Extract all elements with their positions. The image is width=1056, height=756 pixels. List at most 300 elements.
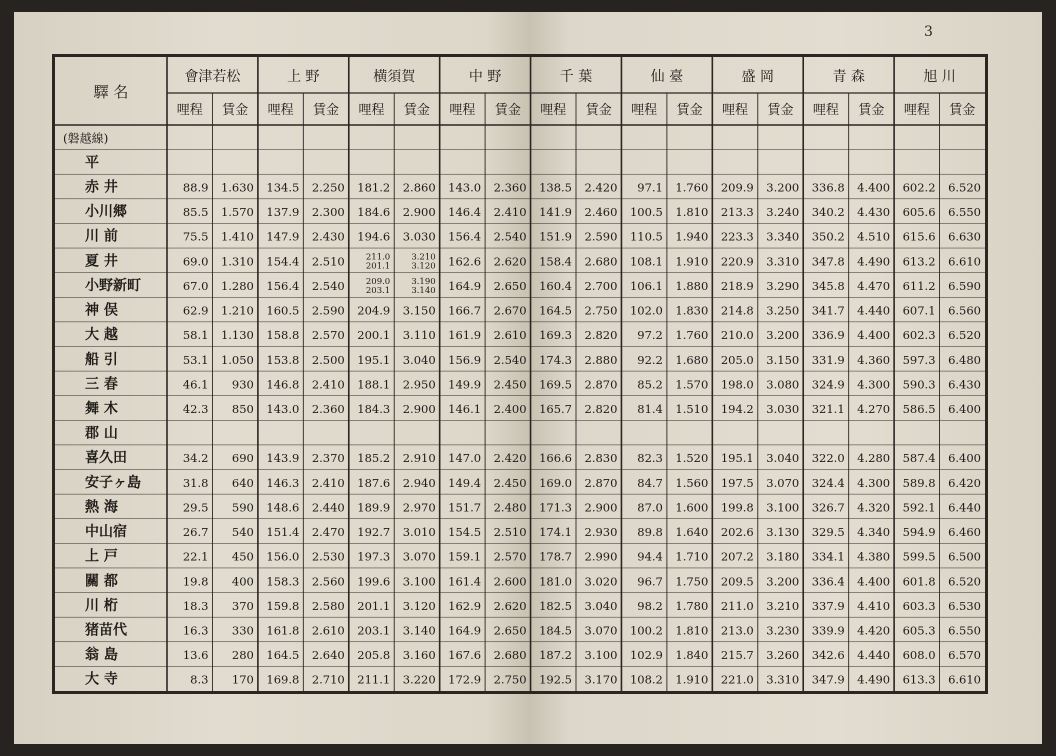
cell-value: 1.510 [675,402,709,416]
cell-value: 1.810 [675,205,709,220]
cell-value: 1.810 [675,623,709,638]
cell-value: 6.400 [948,402,981,416]
cell-value: 4.400 [857,180,891,195]
cell-value: 1.050 [220,352,254,367]
cell-value: 204.9 [357,303,391,318]
cell-value: 143.0 [448,180,482,195]
cell-value: 326.7 [811,500,845,515]
cell-value: 6.520 [948,574,981,589]
station-name: 翁 島 [85,647,118,664]
cell-value: 220.9 [720,254,754,269]
cell-value: 324.4 [811,475,845,490]
cell-value: 1.680 [675,352,709,367]
cell-value: 199.8 [720,500,754,515]
cell-value: 160.4 [539,278,572,293]
cell-value: 182.5 [539,598,572,613]
cell-value: 2.680 [493,648,527,663]
cell-value: 930 [231,377,254,392]
cell-value: 6.520 [948,180,981,195]
cell-value: 3.100 [584,648,618,663]
cell-value: 203.1 [365,285,391,296]
cell-value: 199.6 [357,574,391,589]
cell-value: 6.560 [948,303,981,318]
cell-value: 3.040 [766,451,800,466]
cell-value: 1.750 [675,574,709,589]
station-name: 大 越 [85,327,118,344]
cell-value: 850 [231,402,254,416]
station-name: 喜久田 [85,450,127,467]
cell-value: 4.300 [857,475,891,490]
cell-value: 2.300 [311,205,345,220]
cell-value: 608.0 [902,648,936,663]
cell-value: 156.9 [448,352,482,367]
cell-value: 2.870 [584,475,618,490]
cell-value: 69.0 [182,254,209,269]
cell-value: 6.430 [948,377,981,392]
distance-subheader: 哩程 [903,103,930,118]
cell-value: 2.590 [311,303,345,318]
cell-value: 2.670 [493,303,527,318]
cell-value: 1.630 [220,180,254,195]
cell-value: 2.540 [493,352,527,367]
fare-subheader: 賃金 [494,103,521,118]
cell-value: 2.620 [493,254,527,269]
cell-value: 4.440 [857,648,891,663]
cell-value: 197.3 [357,549,391,564]
cell-value: 147.0 [448,451,482,466]
cell-value: 211.1 [357,672,391,687]
station-name: 川 前 [85,228,118,245]
cell-value: 2.570 [311,328,345,343]
cell-value: 185.2 [357,451,391,466]
cell-value: 210.0 [720,328,754,343]
cell-value: 207.2 [720,549,754,564]
section-label: (磐越線) [63,131,109,146]
cell-value: 2.580 [311,598,345,613]
cell-value: 146.4 [448,205,482,220]
cell-value: 337.9 [811,598,845,613]
cell-value: 158.4 [539,254,572,269]
cell-value: 3.130 [766,525,800,540]
cell-value: 370 [231,598,254,613]
cell-value: 92.2 [637,352,663,367]
cell-value: 4.280 [857,451,891,466]
cell-value: 197.5 [720,475,754,490]
cell-value: 141.9 [539,205,572,220]
cell-value: 2.830 [584,451,618,466]
cell-value: 589.8 [902,475,936,490]
cell-value: 13.6 [182,648,209,663]
cell-value: 1.940 [675,229,709,244]
cell-value: 3.140 [402,623,436,638]
cell-value: 331.9 [811,352,845,367]
station-name: 小川郷 [85,204,127,221]
cell-value: 2.460 [584,205,618,220]
cell-value: 336.9 [811,328,845,343]
cell-value: 1.310 [220,254,254,269]
cell-value: 640 [231,475,254,490]
cell-value: 6.460 [948,525,981,540]
cell-value: 336.4 [811,574,845,589]
cell-value: 187.6 [357,475,391,490]
cell-value: 3.100 [402,574,436,589]
cell-value: 194.6 [357,229,391,244]
cell-value: 2.700 [584,278,618,293]
cell-value: 602.3 [902,328,936,343]
cell-value: 100.2 [629,623,663,638]
cell-value: 215.7 [720,648,754,663]
cell-value: 164.5 [539,303,572,318]
cell-value: 2.950 [402,377,436,392]
cell-value: 6.400 [948,451,981,466]
cell-value: 2.530 [311,549,345,564]
cell-value: 108.1 [629,254,663,269]
cell-value: 540 [231,525,254,540]
cell-value: 211.0 [720,598,754,613]
cell-value: 87.0 [637,500,663,515]
destination-header: 上 野 [287,69,320,85]
cell-value: 345.8 [811,278,845,293]
cell-value: 2.590 [584,229,618,244]
cell-value: 166.6 [539,451,572,466]
destination-header: 青 森 [832,69,865,85]
station-name: 大 寺 [85,671,118,688]
cell-value: 184.3 [357,402,391,416]
station-name: 猪苗代 [85,622,127,639]
cell-value: 97.1 [637,180,663,195]
cell-value: 2.480 [493,500,527,515]
station-name: 安子ヶ島 [85,474,141,491]
cell-value: 1.710 [675,549,709,564]
cell-value: 187.2 [539,648,572,663]
cell-value: 221.0 [720,672,754,687]
cell-value: 3.210 [766,598,800,613]
fare-subheader: 賃金 [676,103,703,118]
cell-value: 164.9 [448,278,482,293]
cell-value: 2.450 [493,377,527,392]
fare-subheader: 賃金 [585,103,612,118]
cell-value: 198.0 [720,377,754,392]
cell-value: 2.970 [402,500,436,515]
cell-value: 603.3 [902,598,936,613]
cell-value: 138.5 [539,180,572,195]
cell-value: 6.610 [948,672,981,687]
cell-value: 34.2 [182,451,209,466]
cell-value: 321.1 [811,402,845,416]
station-name: 三 春 [85,376,118,393]
cell-value: 6.630 [948,229,981,244]
cell-value: 209.0 [365,276,391,287]
cell-value: 4.360 [857,352,891,367]
cell-value: 2.620 [493,598,527,613]
cell-value: 607.1 [902,303,936,318]
cell-value: 188.1 [357,377,391,392]
cell-value: 3.120 [402,598,436,613]
cell-value: 6.610 [948,254,981,269]
cell-value: 2.610 [311,623,345,638]
cell-value: 29.5 [182,500,209,515]
destination-header: 盛 岡 [741,69,775,85]
cell-value: 159.1 [448,549,482,564]
cell-value: 2.430 [311,229,345,244]
cell-value: 2.900 [402,205,436,220]
cell-value: 195.1 [357,352,391,367]
cell-value: 6.520 [948,328,981,343]
cell-value: 89.8 [637,525,663,540]
fare-table [52,54,988,694]
cell-value: 184.5 [539,623,572,638]
cell-value: 42.3 [182,402,209,416]
station-name: 上 戸 [85,548,118,565]
station-header: 驛 名 [93,83,129,101]
cell-value: 147.9 [266,229,300,244]
cell-value: 2.500 [311,352,345,367]
cell-value: 1.760 [675,328,709,343]
cell-value: 4.320 [857,500,891,515]
cell-value: 4.410 [857,598,891,613]
cell-value: 153.8 [266,352,300,367]
cell-value: 94.4 [637,549,663,564]
cell-value: 223.3 [720,229,754,244]
cell-value: 613.3 [902,672,936,687]
cell-value: 340.2 [811,205,845,220]
cell-value: 148.6 [266,500,300,515]
cell-value: 2.910 [402,451,436,466]
cell-value: 165.7 [539,402,572,416]
cell-value: 169.3 [539,328,572,343]
cell-value: 166.7 [448,303,482,318]
cell-value: 3.240 [766,205,800,220]
cell-value: 4.380 [857,549,891,564]
cell-value: 6.440 [948,500,981,515]
cell-value: 1.520 [675,451,709,466]
distance-subheader: 哩程 [540,103,567,118]
fare-table-grid [55,57,985,691]
cell-value: 154.4 [266,254,300,269]
cell-value: 149.9 [448,377,482,392]
distance-subheader: 哩程 [176,103,203,118]
cell-value: 1.910 [675,254,709,269]
cell-value: 324.9 [811,377,845,392]
distance-subheader: 哩程 [812,103,839,118]
cell-value: 3.160 [402,648,436,663]
cell-value: 597.3 [902,352,936,367]
cell-value: 587.4 [902,451,936,466]
cell-value: 3.200 [766,574,800,589]
cell-value: 100.5 [629,205,663,220]
cell-value: 586.5 [902,402,936,416]
cell-value: 1.570 [675,377,709,392]
cell-value: 2.510 [493,525,527,540]
cell-value: 205.8 [357,648,391,663]
cell-value: 3.170 [584,672,618,687]
cell-value: 2.540 [311,278,345,293]
cell-value: 2.820 [584,402,618,416]
cell-value: 1.640 [675,525,709,540]
cell-value: 339.9 [811,623,845,638]
cell-value: 1.280 [220,278,254,293]
cell-value: 2.820 [584,328,618,343]
cell-value: 2.900 [584,500,618,515]
cell-value: 1.570 [220,205,254,220]
cell-value: 149.4 [448,475,482,490]
cell-value: 169.0 [539,475,572,490]
cell-value: 1.760 [675,180,709,195]
destination-header: 仙 臺 [650,69,684,85]
cell-value: 3.110 [402,328,436,343]
cell-value: 98.2 [637,598,663,613]
fare-subheader: 賃金 [403,103,430,118]
cell-value: 3.100 [766,500,800,515]
cell-value: 75.5 [182,229,209,244]
cell-value: 156.4 [448,229,482,244]
cell-value: 84.7 [637,475,663,490]
cell-value: 2.930 [584,525,618,540]
station-name: 關 都 [85,573,118,590]
cell-value: 2.880 [584,352,618,367]
cell-value: 158.3 [266,574,300,589]
distance-subheader: 哩程 [358,103,385,118]
cell-value: 3.150 [766,352,800,367]
cell-value: 601.8 [902,574,936,589]
cell-value: 6.550 [948,623,981,638]
cell-value: 6.480 [948,352,981,367]
cell-value: 3.290 [766,278,800,293]
cell-value: 3.120 [411,261,436,272]
cell-value: 171.3 [539,500,572,515]
cell-value: 170 [231,672,254,687]
cell-value: 1.560 [675,475,709,490]
cell-value: 3.030 [402,229,436,244]
cell-value: 16.3 [182,623,209,638]
cell-value: 4.400 [857,328,891,343]
cell-value: 2.900 [402,402,436,416]
destination-header: 千 葉 [559,69,593,85]
cell-value: 46.1 [182,377,209,392]
cell-value: 3.030 [766,402,800,416]
destination-header: 横須賀 [373,69,416,85]
cell-value: 450 [231,549,254,564]
cell-value: 3.340 [766,229,800,244]
cell-value: 209.9 [720,180,754,195]
cell-value: 146.8 [266,377,300,392]
cell-value: 2.450 [493,475,527,490]
cell-value: 1.910 [675,672,709,687]
cell-value: 1.830 [675,303,709,318]
cell-value: 4.470 [857,278,891,293]
cell-value: 194.2 [720,402,754,416]
cell-value: 2.510 [311,254,345,269]
cell-value: 143.0 [266,402,300,416]
cell-value: 4.430 [857,205,891,220]
cell-value: 3.310 [766,254,800,269]
cell-value: 85.2 [637,377,663,392]
cell-value: 1.130 [220,328,254,343]
cell-value: 1.780 [675,598,709,613]
station-name: 舞 木 [85,401,118,417]
cell-value: 201.1 [365,261,391,272]
cell-value: 2.410 [311,475,345,490]
cell-value: 6.570 [948,648,981,663]
cell-value: 8.3 [190,672,209,687]
cell-value: 201.1 [357,598,391,613]
cell-value: 58.1 [182,328,209,343]
station-name: 平 [85,154,99,171]
cell-value: 19.8 [182,574,209,589]
cell-value: 62.9 [182,303,209,318]
cell-value: 184.6 [357,205,391,220]
cell-value: 3.070 [402,549,436,564]
cell-value: 164.5 [266,648,300,663]
cell-value: 2.650 [493,623,527,638]
cell-value: 602.2 [902,180,936,195]
cell-value: 2.360 [311,402,345,416]
cell-value: 146.1 [448,402,482,416]
cell-value: 342.6 [811,648,845,663]
cell-value: 161.8 [266,623,300,638]
cell-value: 160.5 [266,303,300,318]
cell-value: 2.570 [493,549,527,564]
page-number: 3 [924,24,933,40]
cell-value: 2.250 [311,180,345,195]
cell-value: 151.9 [539,229,572,244]
cell-value: 4.420 [857,623,891,638]
cell-value: 195.1 [720,451,754,466]
cell-value: 211.0 [365,252,391,263]
cell-value: 2.560 [311,574,345,589]
cell-value: 1.410 [220,229,254,244]
cell-value: 4.340 [857,525,891,540]
destination-header: 中 野 [468,69,502,85]
cell-value: 350.2 [811,229,845,244]
cell-value: 192.7 [357,525,391,540]
cell-value: 599.5 [902,549,936,564]
cell-value: 2.420 [584,180,618,195]
cell-value: 605.3 [902,623,936,638]
cell-value: 181.2 [357,180,391,195]
cell-value: 214.8 [720,303,754,318]
cell-value: 137.9 [266,205,300,220]
cell-value: 156.0 [266,549,300,564]
cell-value: 96.7 [637,574,663,589]
cell-value: 3.180 [766,549,800,564]
cell-value: 18.3 [182,598,209,613]
cell-value: 189.9 [357,500,391,515]
fare-subheader: 賃金 [767,103,794,118]
cell-value: 6.420 [948,475,981,490]
cell-value: 88.9 [182,180,209,195]
cell-value: 2.680 [584,254,618,269]
fare-subheader: 賃金 [949,103,976,118]
cell-value: 31.8 [182,475,209,490]
cell-value: 85.5 [182,205,209,220]
cell-value: 2.860 [402,180,436,195]
cell-value: 6.530 [948,598,981,613]
station-name: 神 俣 [85,302,118,319]
cell-value: 2.750 [493,672,527,687]
cell-value: 159.8 [266,598,300,613]
cell-value: 4.400 [857,574,891,589]
cell-value: 3.250 [766,303,800,318]
cell-value: 280 [231,648,254,663]
cell-value: 3.310 [766,672,800,687]
cell-value: 590.3 [902,377,936,392]
cell-value: 690 [231,451,254,466]
cell-value: 169.5 [539,377,572,392]
distance-subheader: 哩程 [722,103,749,118]
cell-value: 347.8 [811,254,845,269]
cell-value: 590 [231,500,254,515]
